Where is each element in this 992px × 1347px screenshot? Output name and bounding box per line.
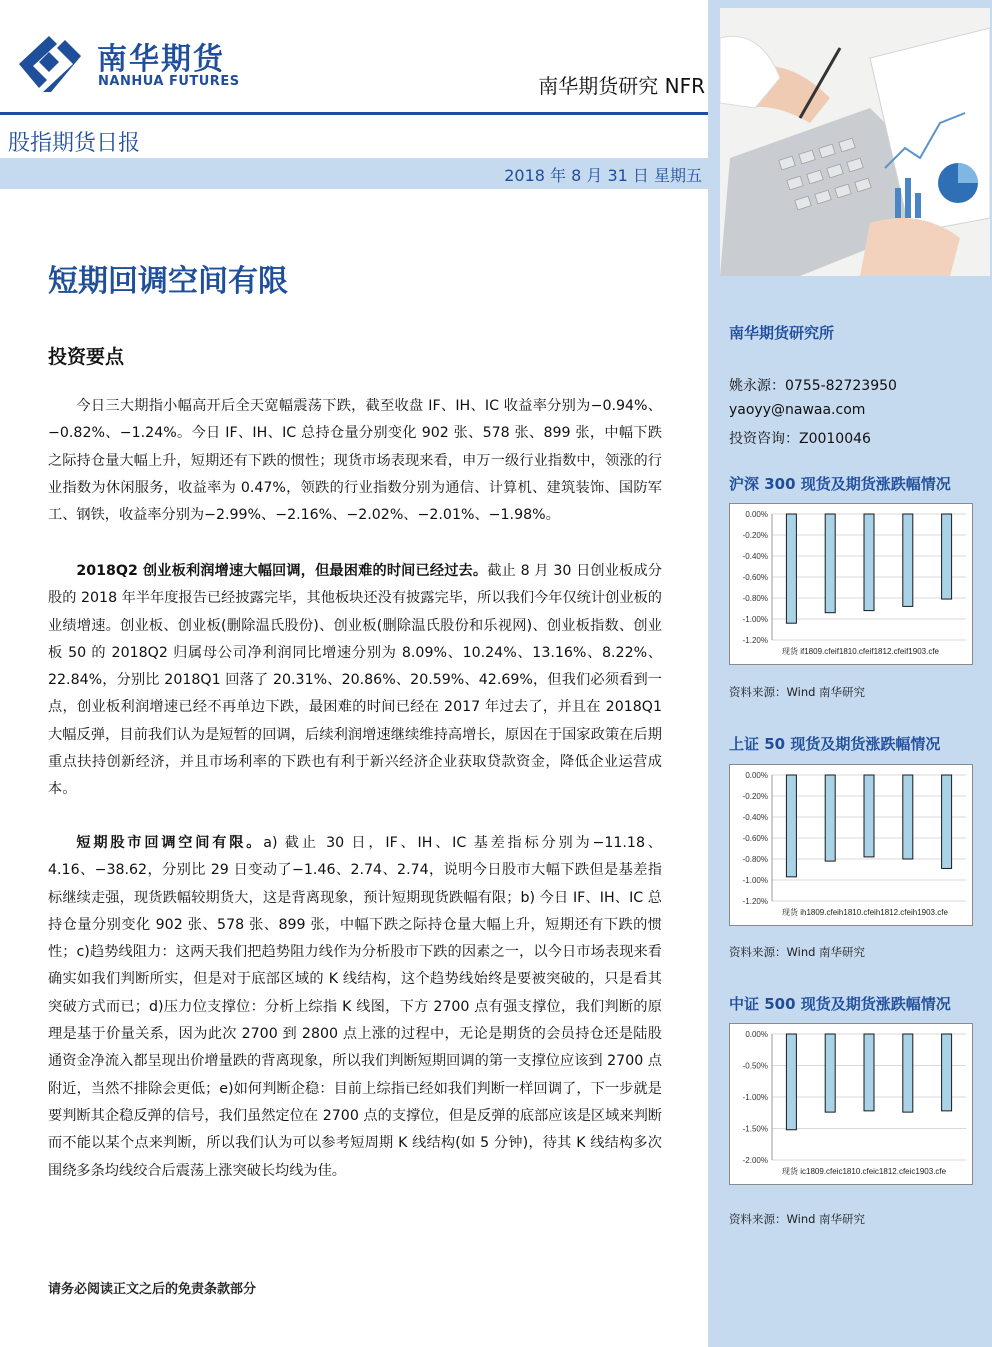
chart-2-svg [730,765,972,925]
disclaimer-note: 请务必阅读正文之后的免责条款部分 [48,1282,257,1297]
paragraph-3 [48,830,662,1185]
analyst-email[interactable]: yaoyy@nawaa.com [729,402,866,418]
bar-if1810.cfe [864,514,874,611]
report-type: 股指期货日报 [8,131,141,156]
y-tick-label: 0.00% [745,1030,768,1039]
y-tick-label: 0.00% [745,771,768,780]
y-tick-label: -0.50% [742,1061,768,1071]
report-series: 南华期货研究 NFR [538,74,705,98]
y-tick-label: -0.20% [742,531,768,540]
y-tick-label: -0.40% [742,813,768,822]
y-tick-label: -0.60% [742,573,768,582]
x-tick-labels: 现货 if1809.cfeif1810.cfeif1812.cfeif1903.cfe [782,647,939,656]
logo-english-text: NANHUA FUTURES [98,74,240,89]
paragraph-3-lead: 短期股市回调空间有限。 [76,835,264,851]
bar-ic1810.cfe [864,1034,874,1111]
bar-if1903.cfe [942,514,952,599]
bar-ih1903.cfe [942,775,952,868]
y-tick-label: -1.50% [742,1124,768,1134]
y-tick-label: -1.00% [742,876,768,885]
chart-3-svg [730,1024,972,1184]
bar-if1812.cfe [903,514,913,606]
bar-if1809.cfe [825,514,835,613]
bar-现货 [786,514,796,623]
y-tick-label: -1.00% [742,615,768,624]
bar-现货 [786,775,796,877]
chart-3-title: 中证 500 现货及期货涨跌幅情况 [729,995,951,1013]
chart-2-title: 上证 50 现货及期货涨跌幅情况 [729,735,941,753]
chart-2-box [729,764,973,926]
chart-1-title: 沪深 300 现货及期货涨跌幅情况 [729,475,951,493]
y-tick-label: -0.60% [742,834,768,843]
section-title: 投资要点 [48,346,125,368]
paragraph-2-text: 截止 8 月 30 日创业板成分股的 2018 年半年度报告已经披露完毕，其他板块还没有披露完毕，所以我们今年仅统计创业板的业绩增速。创业板、创业板(删除温氏股份)、创业板(删除温氏股份和乐视网)、创业板指数、创业板 50 的 2018Q2 归属母公司净利润同比增速分别为 8.09%、10.24%、13.16%、8.22%、22.84%，分别比 2018Q1 回落了 20.31%、20.86%、20.59%、42.69%，但我们必须看到一点，创业板利润增速已经不再单边下跌，最困难的时间已经在 2017 年过去了，并且在 2018Q1 大幅反弹，目前我们认为是短暂的回调，后续利润增速继续维持高增长，原因在于国家政策在后期重点扶持创新经济，并且市场利率的下跌也有利于新兴经济企业获取贷款资金，降低企业运营成本。 [48,563,662,798]
bar-ih1809.cfe [825,775,835,861]
bar-ic1809.cfe [825,1034,835,1112]
chart-3-source: 资料来源：Wind 南华研究 [729,1212,866,1226]
y-tick-label: -2.00% [742,1156,768,1165]
y-tick-label: -1.20% [742,897,768,906]
paragraph-1-text: 今日三大期指小幅高开后全天宽幅震荡下跌，截至收盘 IF、IH、IC 收益率分别为−0.94%、−0.82%、−1.24%。今日 IF、IH、IC 总持仓量分别变化 902 张、578 张、899 张，中幅下跌之际持仓量大幅上升，短期还有下跌的惯性；现货市场表现来看，申万一级行业指数中，领涨的行业指数为休闲服务，收益率为 0.47%，领跌的行业指数分别为通信、计算机、建筑装饰、国防军工、钢铁，收益率分别为−2.99%、−2.16%、−2.02%、−2.01%、−1.98%。 [48,398,662,524]
bar-ih1812.cfe [903,775,913,859]
report-date: 2018 年 8 月 31 日 星期五 [504,166,702,185]
y-tick-label: -1.20% [742,636,768,645]
chart-1-svg [730,504,972,664]
bar-现货 [786,1034,796,1130]
paragraph-2-lead: 2018Q2 创业板利润增速大幅回调，但最困难的时间已经过去。 [76,563,488,579]
paragraph-1 [48,393,662,529]
research-institute: 南华期货研究所 [729,324,835,342]
y-tick-label: -0.20% [742,792,768,801]
y-tick-label: -0.40% [742,552,768,561]
x-tick-labels: 现货 ic1809.cfeic1810.cfeic1812.cfeic1903.cfe [782,1167,947,1176]
chart-3-box [729,1023,973,1185]
license-number: 投资咨询：Z0010046 [729,431,871,447]
logo-chinese-text: 南华期货 [97,42,225,77]
header-divider [0,112,708,115]
chart-2-source: 资料来源：Wind 南华研究 [729,945,866,959]
analyst-contact: 姚永源：0755-82723950 [729,378,897,394]
chart-1-source: 资料来源：Wind 南华研究 [729,685,866,699]
bar-ih1810.cfe [864,775,874,857]
y-tick-label: -1.00% [742,1093,768,1102]
chart-1-box [729,503,973,665]
bar-ic1903.cfe [942,1034,952,1111]
report-title: 短期回调空间有限 [48,264,288,299]
nanhua-logo-icon [17,34,83,94]
y-tick-label: -0.80% [742,855,768,864]
cover-photo [720,8,990,276]
paragraph-3-text: a) 截止 30 日，IF、IH、IC 基差指标分别为−11.18、4.16、−38.62，分别比 29 日变动了−1.46、2.74、2.74，说明今日股市大幅下跌但是基差指标继续走强，现货跌幅较期货大，这是背离现象，预计短期现货跌幅有限；b) 今日 IF、IH、IC 总持仓量分别变化 902 张、578 张、899 张，中幅下跌之际持仓量大幅上升，短期还有下跌的惯性；c)趋势线阻力：这两天我们把趋势阻力线作为分析股市下跌的因素之一，以今日市场表现来看确实如我们判断所实，但是对于底部区域的 K 线结构，这个趋势线始终是要被突破的，只是看其突破方式而已；d)压力位支撑位：分析上综指 K 线图，下方 2700 点有强支撑位，我们判断的原理是基于价量关系，因为此次 2700 到 2800 点上涨的过程中，无论是期货的会员持仓还是陆股通资金净流入都呈现出价增量跌的背离现象，所以我们判断短期回调的第一支撑位应该到 2700 点附近，当然不排除会更低；e)如何判断企稳：目前上综指已经如我们判断一样回调了，下一步就是要判断其企稳反弹的信号，我们虽然定位在 2700 点的支撑位，但是反弹的底部应该是区域来判断而不能以某个点来判断，所以我们认为可以参考短周期 K 线结构(如 5 分钟)，待其 K 线结构多次围绕多条均线绞合后震荡上涨突破长均线为佳。 [48,835,662,1179]
y-tick-label: 0.00% [745,510,768,519]
paragraph-2 [48,558,662,804]
bar-ic1812.cfe [903,1034,913,1112]
y-tick-label: -0.80% [742,594,768,603]
x-tick-labels: 现货 ih1809.cfeih1810.cfeih1812.cfeih1903.cfe [782,908,948,917]
